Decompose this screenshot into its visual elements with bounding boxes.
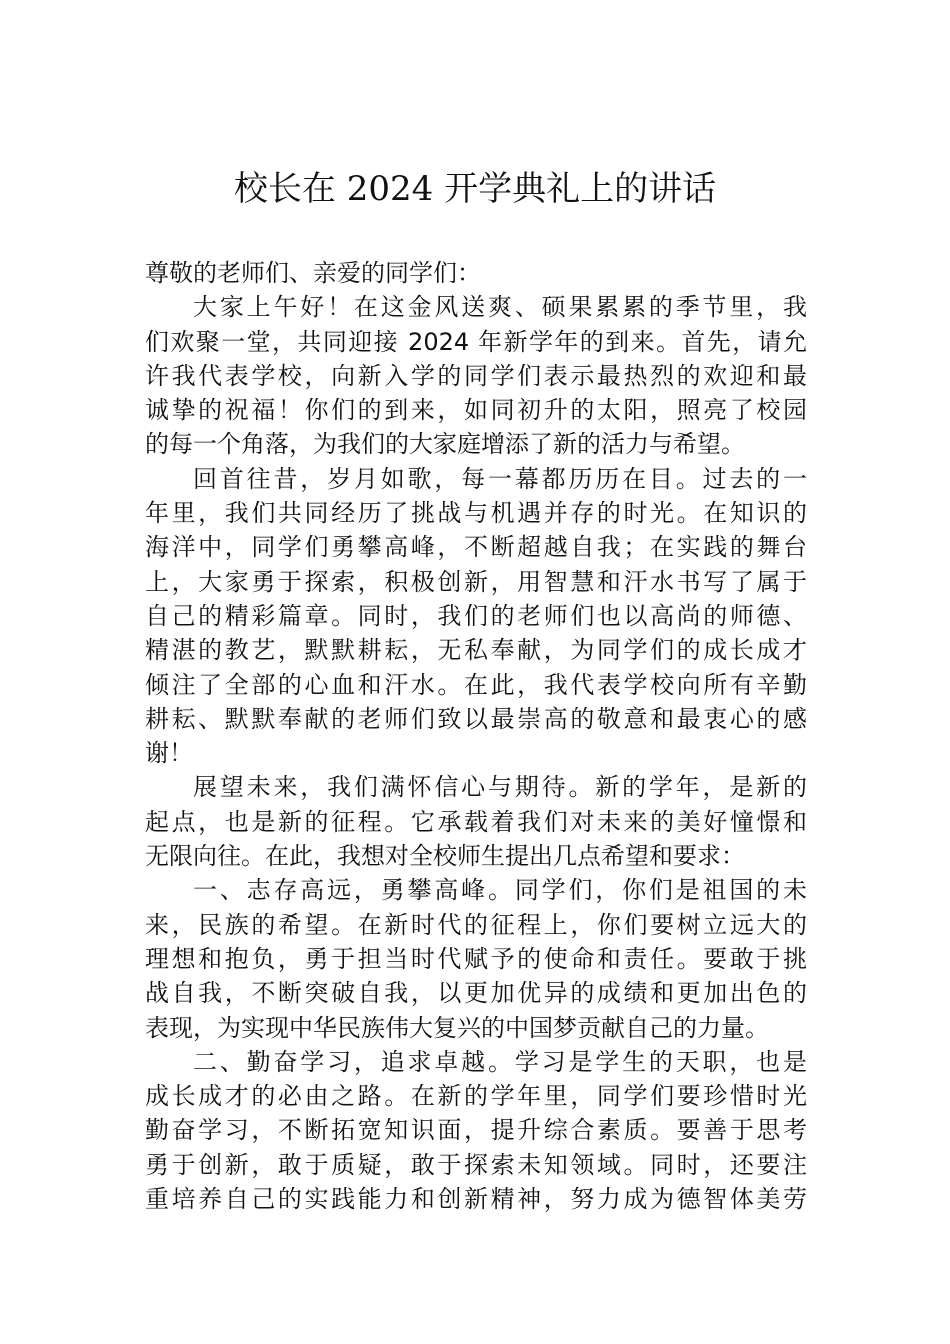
text-line: 战自我，不断突破自我，以更加优异的成绩和更加出色的: [145, 979, 807, 1008]
text-line: 展望未来，我们满怀信心与期待。新的学年，是新的: [193, 773, 807, 802]
text-line: 许我代表学校，向新入学的同学们表示最热烈的欢迎和最: [145, 361, 807, 390]
text-line: 年里，我们共同经历了挑战与机遇并存的时光。在知识的: [145, 499, 807, 528]
body-text: [145, 256, 807, 1216]
page-title: 校长在 2024 开学典礼上的讲话: [233, 169, 717, 209]
text-line: 理想和抱负，勇于担当时代赋予的使命和责任。要敢于挑: [145, 944, 807, 973]
text-line: 来，民族的希望。在新时代的征程上，你们要树立远大的: [145, 910, 807, 939]
text-line: 倾注了全部的心血和汗水。在此，我代表学校向所有辛勤: [145, 670, 807, 699]
text-line: 的每一个角落，为我们的大家庭增添了新的活力与希望。: [145, 430, 745, 459]
text-line: 谢！: [145, 739, 193, 768]
text-line: 们欢聚一堂，共同迎接 2024 年新学年的到来。首先，请允: [145, 327, 807, 356]
text-line: 海洋中，同学们勇攀高峰，不断超越自我；在实践的舞台: [145, 533, 807, 562]
text-line: 勇于创新，敢于质疑，敢于探索未知领域。同时，还要注: [145, 1150, 807, 1179]
text-line: 表现，为实现中华民族伟大复兴的中国梦贡献自己的力量。: [145, 1013, 769, 1042]
text-line: 上，大家勇于探索，积极创新，用智慧和汗水书写了属于: [145, 567, 807, 596]
text-line: 二、勤奋学习，追求卓越。学习是学生的天职，也是: [193, 1047, 807, 1076]
text-line: 勤奋学习，不断拓宽知识面，提升综合素质。要善于思考: [145, 1116, 807, 1145]
text-line: 起点，也是新的征程。它承载着我们对未来的美好憧憬和: [145, 807, 807, 836]
salutation-line: 尊敬的老师们、亲爱的同学们：: [145, 259, 481, 287]
text-line: 回首往昔，岁月如歌，每一幕都历历在目。过去的一: [193, 464, 807, 493]
text-line: 精湛的教艺，默默耕耘，无私奉献，为同学们的成长成才: [145, 636, 807, 665]
text-line: 成长成才的必由之路。在新的学年里，同学们要珍惜时光: [145, 1082, 807, 1111]
text-line: 大家上午好！在这金风送爽、硕果累累的季节里，我: [193, 293, 807, 322]
text-line: 一、志存高远，勇攀高峰。同学们，你们是祖国的未: [193, 876, 807, 905]
text-line: 重培养自己的实践能力和创新精神，努力成为德智体美劳: [145, 1185, 807, 1214]
text-line: 无限向往。在此，我想对全校师生提出几点希望和要求：: [145, 842, 745, 871]
text-line: 诚挚的祝福！你们的到来，如同初升的太阳，照亮了校园: [145, 396, 807, 425]
text-line: 耕耘、默默奉献的老师们致以最崇高的敬意和最衷心的感: [145, 704, 807, 733]
text-line: 自己的精彩篇章。同时，我们的老师们也以高尚的师德、: [145, 601, 807, 630]
